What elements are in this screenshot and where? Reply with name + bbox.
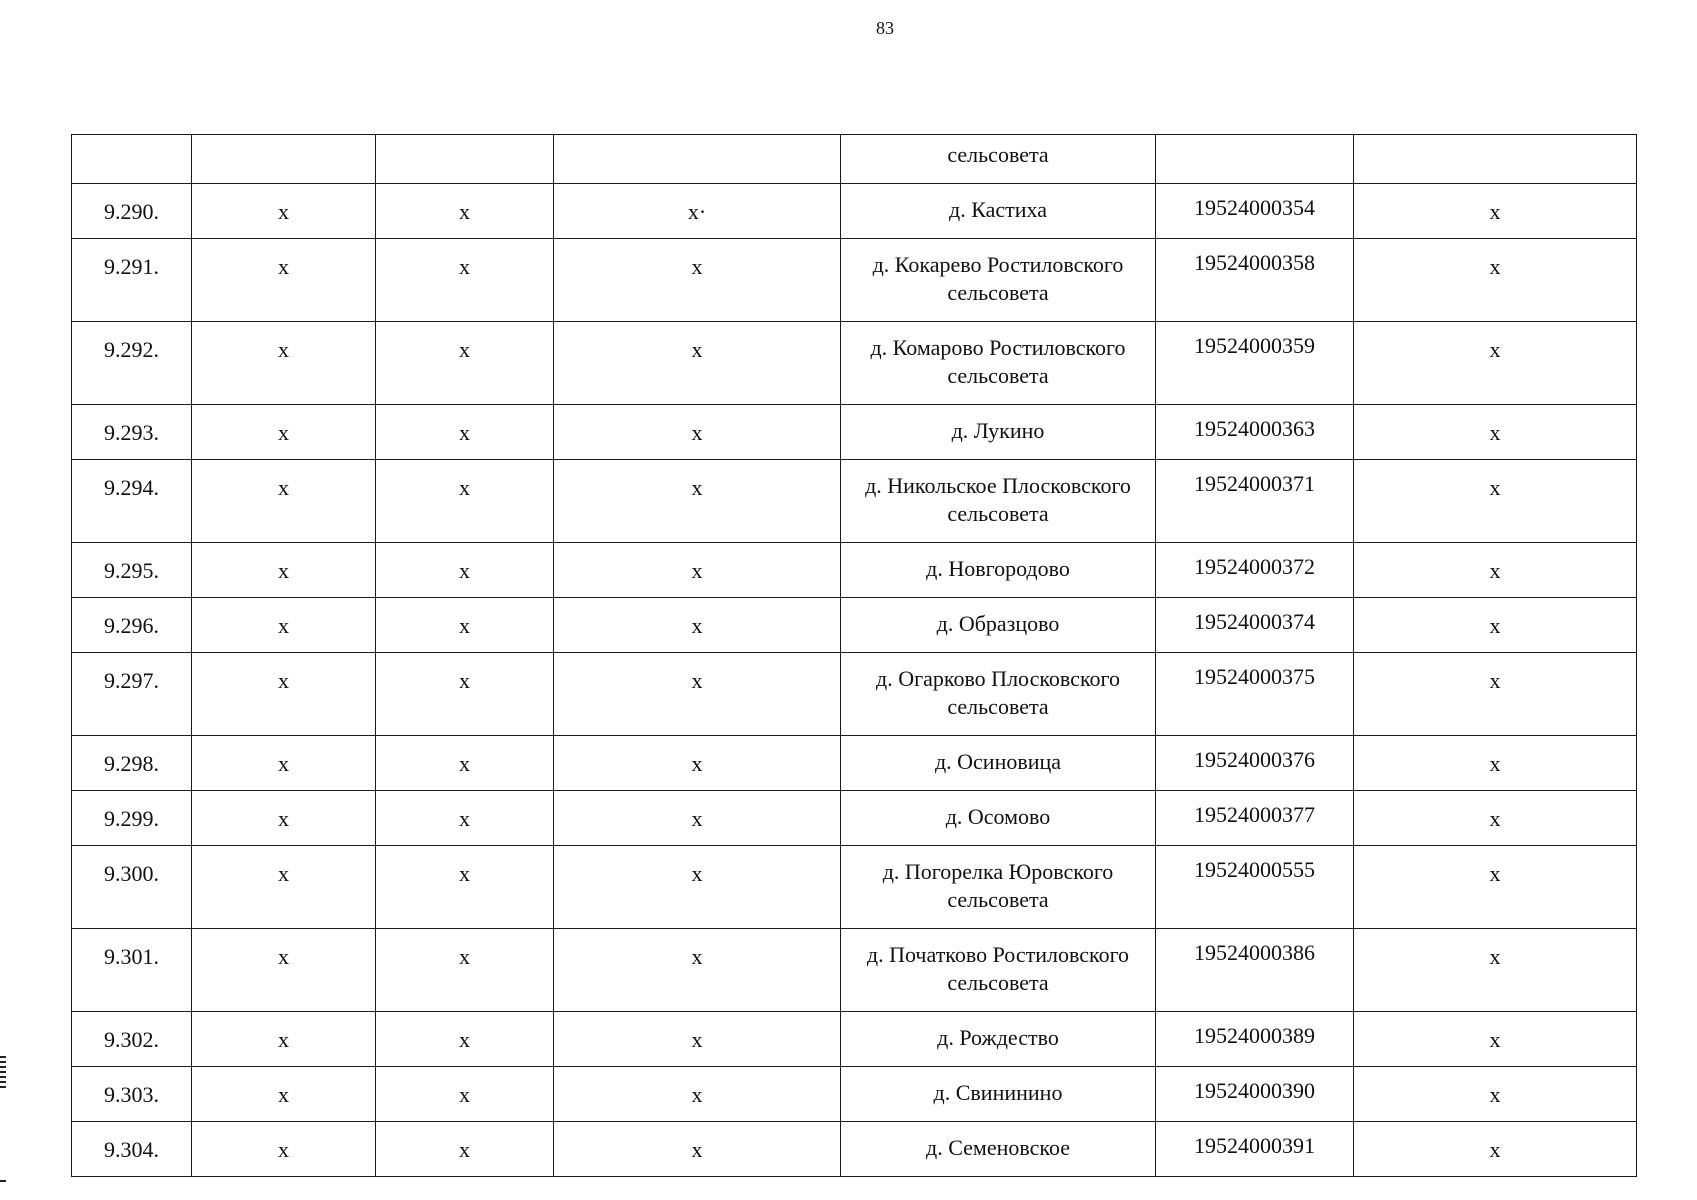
table-cell: x <box>554 1122 841 1177</box>
row-number-cell: 9.296. <box>72 598 192 653</box>
table-cell: x <box>192 460 376 543</box>
settlement-name-cell: д. Комарово Ростиловского сельсовета <box>841 322 1156 405</box>
table-cell: x <box>192 239 376 322</box>
oktmo-code-cell: 19524000372 <box>1156 543 1354 598</box>
table-row <box>72 322 1637 405</box>
oktmo-code-cell: 19524000389 <box>1156 1012 1354 1067</box>
table-cell: x <box>376 929 554 1012</box>
table-cell: x <box>376 1067 554 1122</box>
settlement-name-cell: д. Рождество <box>841 1012 1156 1067</box>
table-continuation-row <box>72 135 1637 184</box>
table-cell <box>192 135 376 184</box>
row-number-cell: 9.300. <box>72 846 192 929</box>
table-row <box>72 460 1637 543</box>
table-row <box>72 543 1637 598</box>
table-cell: x <box>192 1012 376 1067</box>
table-cell: x <box>192 598 376 653</box>
row-number-cell: 9.303. <box>72 1067 192 1122</box>
table-cell: x <box>376 791 554 846</box>
oktmo-code-cell: 19524000375 <box>1156 653 1354 736</box>
table-cell: x <box>554 322 841 405</box>
row-number-cell: 9.291. <box>72 239 192 322</box>
table-row <box>72 598 1637 653</box>
table-cell: x <box>1354 543 1637 598</box>
table-cell: x <box>376 846 554 929</box>
settlement-name-cell: д. Початково Ростиловского сельсовета <box>841 929 1156 1012</box>
oktmo-code-cell: 19524000555 <box>1156 846 1354 929</box>
settlement-name-cell: д. Кокарево Ростиловского сельсовета <box>841 239 1156 322</box>
table-cell: x <box>554 1012 841 1067</box>
table-cell: x <box>1354 184 1637 239</box>
settlement-name-cell: д. Образцово <box>841 598 1156 653</box>
row-number-cell: 9.302. <box>72 1012 192 1067</box>
table-cell: x <box>1354 1122 1637 1177</box>
oktmo-code-cell: 19524000358 <box>1156 239 1354 322</box>
table-cell: x <box>192 653 376 736</box>
table-row <box>72 1012 1637 1067</box>
row-number-cell: 9.292. <box>72 322 192 405</box>
settlement-name-cell: д. Семеновское <box>841 1122 1156 1177</box>
table-cell <box>1156 135 1354 184</box>
table-cell: x <box>192 1067 376 1122</box>
settlement-name-cell: д. Погорелка Юровского сельсовета <box>841 846 1156 929</box>
settlement-name-cell: д. Новгородово <box>841 543 1156 598</box>
table-cell: x <box>376 1122 554 1177</box>
oktmo-code-cell: 19524000371 <box>1156 460 1354 543</box>
oktmo-code-cell: 19524000390 <box>1156 1067 1354 1122</box>
table-cell: x <box>376 653 554 736</box>
table-cell: x <box>554 239 841 322</box>
oktmo-code-cell: 19524000374 <box>1156 598 1354 653</box>
table-cell: x <box>376 598 554 653</box>
table-row <box>72 846 1637 929</box>
table-cell: x <box>376 322 554 405</box>
table-cell: x <box>1354 653 1637 736</box>
table-cell: x <box>1354 846 1637 929</box>
oktmo-code-cell: 19524000377 <box>1156 791 1354 846</box>
table-cell: x <box>1354 1067 1637 1122</box>
table-cell: x <box>554 543 841 598</box>
table-cell: x <box>192 1122 376 1177</box>
settlement-name-cell: д. Кастиха <box>841 184 1156 239</box>
table-cell: x <box>376 239 554 322</box>
table-cell: x <box>192 736 376 791</box>
table-cell: x <box>192 929 376 1012</box>
table-cell: x <box>192 543 376 598</box>
row-number-cell: 9.290. <box>72 184 192 239</box>
settlement-name-cell: д. Огарково Плосковского сельсовета <box>841 653 1156 736</box>
table-cell: x <box>376 460 554 543</box>
table-row <box>72 1122 1637 1177</box>
settlement-name-cell: д. Осомово <box>841 791 1156 846</box>
table-cell: x <box>554 1067 841 1122</box>
table-cell: x <box>1354 405 1637 460</box>
table-cell: x <box>376 1012 554 1067</box>
table-cell: x <box>554 460 841 543</box>
table-row <box>72 736 1637 791</box>
table-cell <box>554 135 841 184</box>
table-cell: x <box>376 736 554 791</box>
table-cell: x <box>554 929 841 1012</box>
table-cell: x <box>376 184 554 239</box>
row-number-cell: 9.293. <box>72 405 192 460</box>
oktmo-code-cell: 19524000359 <box>1156 322 1354 405</box>
table-row <box>72 1067 1637 1122</box>
table-cell: x <box>554 791 841 846</box>
row-number-cell: 9.299. <box>72 791 192 846</box>
table-row <box>72 791 1637 846</box>
row-number-cell: 9.301. <box>72 929 192 1012</box>
table-cell: x <box>376 543 554 598</box>
page-number: 83 <box>876 18 894 38</box>
table-cell: x <box>554 405 841 460</box>
row-number-cell: 9.304. <box>72 1122 192 1177</box>
table-cell: x <box>192 184 376 239</box>
oktmo-code-cell: 19524000386 <box>1156 929 1354 1012</box>
settlement-name-cell: д. Лукино <box>841 405 1156 460</box>
scan-edge-dash <box>0 1180 6 1182</box>
table-cell: сельсовета <box>841 135 1156 184</box>
table-cell <box>1354 135 1637 184</box>
row-number-cell: 9.298. <box>72 736 192 791</box>
settlement-name-cell: д. Никольское Плосковского сельсовета <box>841 460 1156 543</box>
settlement-name-cell: д. Осиновица <box>841 736 1156 791</box>
table-cell: x <box>1354 598 1637 653</box>
table-cell: x <box>1354 736 1637 791</box>
oktmo-code-cell: 19524000354 <box>1156 184 1354 239</box>
table-cell: x <box>1354 929 1637 1012</box>
oktmo-code-cell: 19524000376 <box>1156 736 1354 791</box>
table-cell: x· <box>554 184 841 239</box>
table-cell: x <box>1354 1012 1637 1067</box>
table-row <box>72 239 1637 322</box>
table-row <box>72 405 1637 460</box>
table-cell: x <box>554 653 841 736</box>
table-row <box>72 653 1637 736</box>
table-cell: x <box>1354 322 1637 405</box>
table-cell: x <box>192 405 376 460</box>
table-cell: x <box>1354 239 1637 322</box>
table-row <box>72 929 1637 1012</box>
table-cell: x <box>192 322 376 405</box>
row-number-cell: 9.295. <box>72 543 192 598</box>
row-number-cell: 9.297. <box>72 653 192 736</box>
table-cell <box>72 135 192 184</box>
row-number-cell: 9.294. <box>72 460 192 543</box>
table-cell: x <box>1354 460 1637 543</box>
scan-edge-marks <box>0 1056 6 1091</box>
table-cell: x <box>192 791 376 846</box>
table-cell: x <box>376 405 554 460</box>
table-cell <box>376 135 554 184</box>
settlements-table <box>71 134 1637 1177</box>
oktmo-code-cell: 19524000391 <box>1156 1122 1354 1177</box>
table-cell: x <box>554 736 841 791</box>
settlement-name-cell: д. Свининино <box>841 1067 1156 1122</box>
table-cell: x <box>554 846 841 929</box>
table-cell: x <box>1354 791 1637 846</box>
table-cell: x <box>192 846 376 929</box>
table-cell: x <box>554 598 841 653</box>
oktmo-code-cell: 19524000363 <box>1156 405 1354 460</box>
table-row <box>72 184 1637 239</box>
